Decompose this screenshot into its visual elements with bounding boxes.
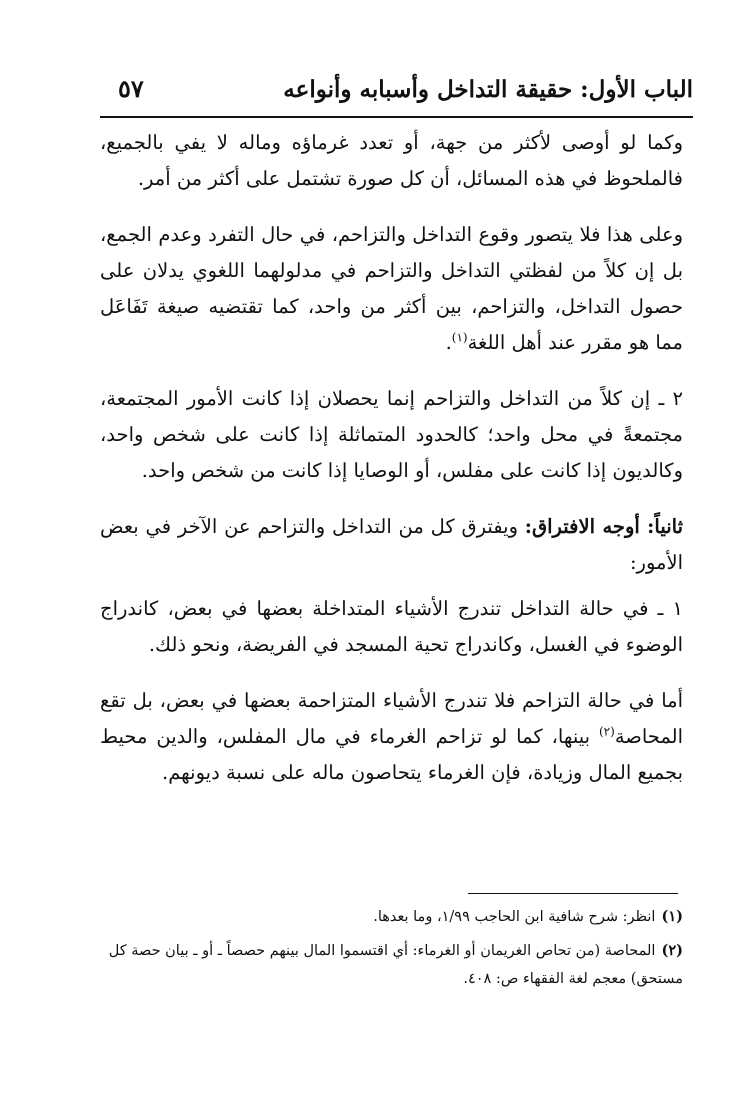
paragraph-3: ٢ ـ إن كلاً من التداخل والتزاحم إنما يحصلان إذا كانت الأمور المجتمعة، مجتمعةً في محل واحد؛ كالحدود المتماثلة إذا كانت على شخص واحد، وكالديون إذا كانت على مفلس، أو الوصايا إذا كانت من شخص واحد. — [100, 387, 683, 482]
main-text — [100, 125, 683, 811]
chapter-title: الباب الأول: حقيقة التداخل وأسبابه وأنواعه — [283, 76, 693, 103]
footnotes — [100, 903, 683, 999]
footnote-ref-1[interactable]: (١) — [451, 330, 468, 345]
footnote-divider — [468, 893, 678, 894]
footnote-1: (١)انظر: شرح شافية ابن الحاجب ١/٩٩، وما بعدها. — [373, 908, 683, 925]
paragraph-1: وكما لو أوصى لأكثر من جهة، أو تعدد غرماؤه وماله لا يفي بالجميع، فالملحوظ في هذه المسائل، أن كل صورة تشتمل على أكثر من أمر. — [100, 131, 683, 190]
running-header — [100, 70, 693, 118]
paragraph-5: ١ ـ في حالة التداخل تندرج الأشياء المتداخلة بعضها في بعض، كاندراج الوضوء في الغسل، وكاندراج تحية المسجد في الفريضة، ونحو ذلك. — [100, 597, 683, 656]
footnote-2: (٢)المحاصة (من تحاص الغريمان أو الغرماء: أي اقتسموا المال بينهم حصصاً ـ أو ـ بيان حصة كل مستحق) معجم لغة الفقهاء ص: ٤٠٨. — [108, 942, 683, 987]
paragraph-2: وعلى هذا فلا يتصور وقوع التداخل والتزاحم، في حال التفرد وعدم الجمع، بل إن كلاً من لفظتي التداخل والتزاحم في مدلولهما اللغوي يدلان على حصول التداخل، والتزاحم، بين أكثر من واحد، كما تقتضيه صيغة تَفَاعَل مما هو مقرر عند أهل اللغة$^{(١)}$. — [100, 223, 683, 354]
page-number: ٥٧ — [118, 74, 144, 103]
paragraph-6: أما في حالة التزاحم فلا تندرج الأشياء المتزاحمة بعضها في بعض، بل تقع المحاصة$^{(٢)}$ بينها، كما لو تزاحم الغرماء في مال المفلس، والدين محيط بجميع المال وزيادة، فإن الغرماء يتحاصون ماله على نسبة ديونهم. — [100, 689, 683, 784]
footnote-ref-2[interactable]: (٢) — [598, 724, 615, 739]
section-heading-paragraph: ثانياً: أوجه الافتراق: ويفترق كل من التداخل والتزاحم عن الآخر في بعض الأمور: — [100, 515, 684, 574]
section-heading: ثانياً: أوجه الافتراق: — [524, 515, 684, 538]
